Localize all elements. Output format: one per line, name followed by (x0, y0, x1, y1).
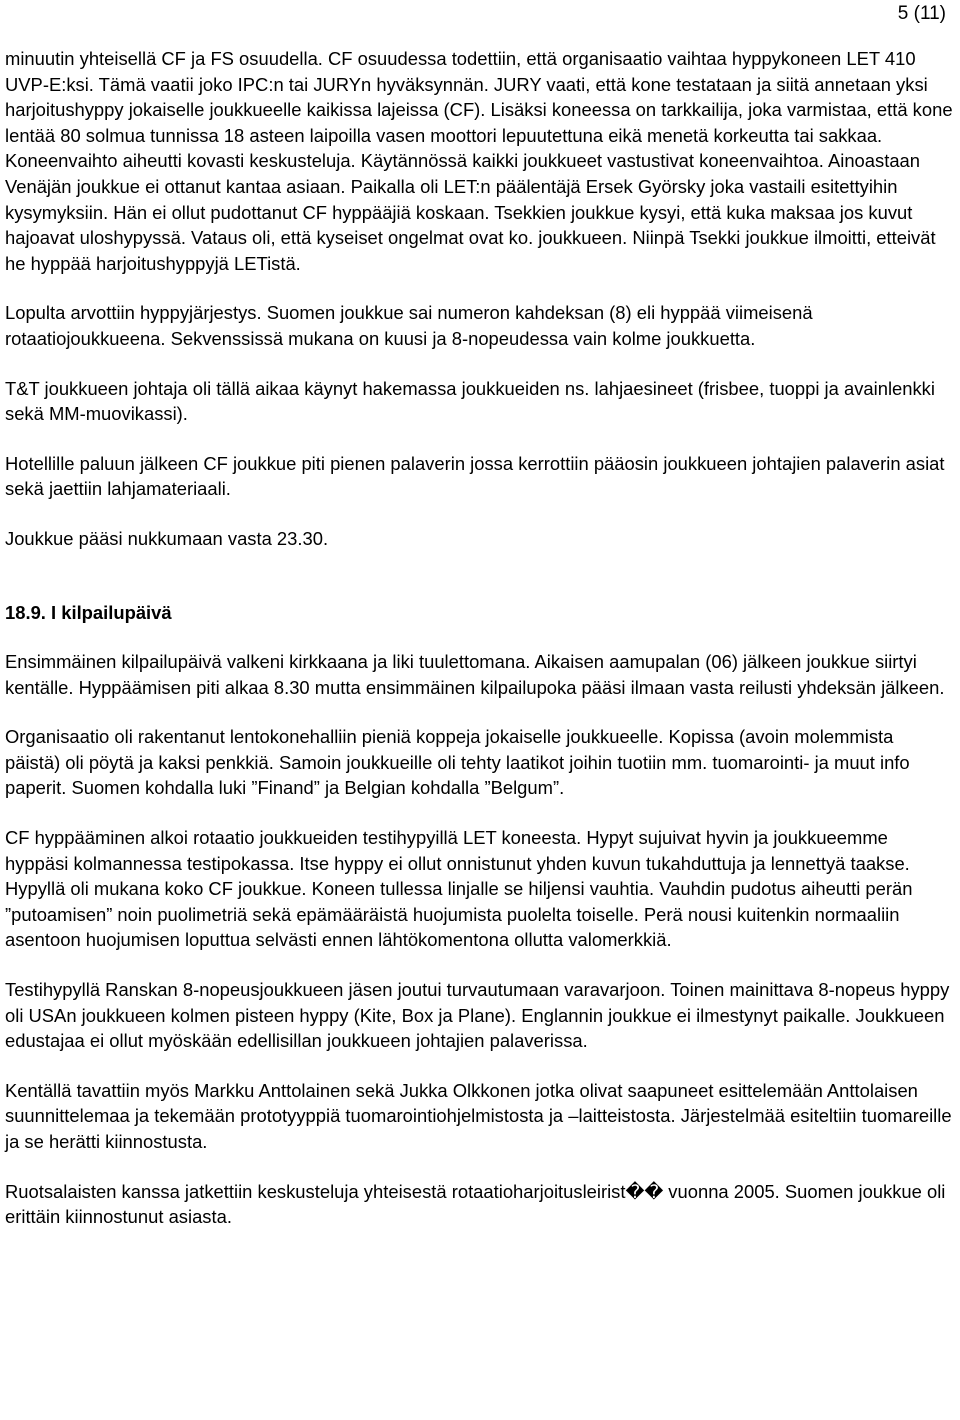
document-body (5, 46, 953, 1254)
page-number: 5 (11) (897, 3, 946, 24)
paragraph: Ensimmäinen kilpailupäivä valkeni kirkkaana ja liki tuulettomana. Aikaisen aamupalan (06) jälkeen joukkue siirtyi kentälle. Hyppäämisen piti alkaa 8.30 mutta ensimmäinen kilpailupoka pääsi ilmaan vasta reilusti yhdeksän jälkeen. (5, 651, 945, 698)
paragraph: Joukkue pääsi nukkumaan vasta 23.30. (5, 527, 329, 549)
paragraph: minuutin yhteisellä CF ja FS osuudella. CF osuudessa todettiin, että organisaatio vaihtaa hyppykoneen LET 410 UVP-E:ksi. Tämä vaatii joko IPC:n tai JURYn hyväksynnän. JURY vaati, että kone testataan ja siitä annetaan yksi harjoitushyppy jokaiselle joukkueelle kaikissa lajeissa (CF). Lisäksi koneessa on tarkkailija, joka varmistaa, että kone lentää 80 solmua tunnissa 18 asteen laipoilla vasen moottori lepuutettuna eikä menetä korkeutta tai sakkaa. Koneenvaihto aiheutti kovasti keskusteluja. Käytännössä kaikki joukkueet vastustivat koneenvaihtoa. Ainoastaan Venäjän joukkue ei ottanut kantaa asiaan. Paikalla oli LET:n päälentäjä Ersek Györsky joka vastaili esitettyihin kysymyksiin. Hän ei ollut pudottanut CF hyppääjiä koskaan. Tsekkien joukkue kysyi, että kuka maksaa jos kuvut hajoavat uloshypyssä. Vataus oli, että kyseiset ongelmat ovat ko. joukkueen. Niinpä Tsekki joukkue ilmoitti, etteivät he hyppää harjoitushyppyjä LETistä. (5, 48, 953, 274)
paragraph: Hotellille paluun jälkeen CF joukkue piti pienen palaverin jossa kerrottiin pääosin joukkueen johtajien palaverin asiat sekä jaettiin lahjamateriaali. (5, 452, 945, 500)
paragraph: Ruotsalaisten kanssa jatkettiin keskusteluja yhteisestä rotaatioharjoitusleirist�� vuonna 2005. Suomen joukkue oli erittäin kiinnostunut asiasta. (5, 1180, 946, 1228)
paragraph: CF hyppääminen alkoi rotaatio joukkueiden testihypyillä LET koneesta. Hypyt sujuivat hyvin ja joukkueemme hyppäsi kolmannessa testipokassa. Itse hyppy ei ollut onnistunut yhden kuvun tukahduttuja ja lennettyä taakse. Hypyllä oli mukana koko CF joukkue. Koneen tullessa linjalle se hiljensi vauhtia. Vauhdin pudotus aiheutti perän ”putoamisen” noin puolimetriä sekä epämääräistä huojumista puolelta toiselle. Perä nousi kuitenkin normaaliin asentoon huojumisen loputtua selvästi ennen lähtökomentona ollutta valomerkkiä. (5, 827, 913, 951)
paragraph: Organisaatio oli rakentanut lentokonehalliin pieniä koppeja jokaiselle joukkueelle. Kopissa (avoin molemmista päistä) oli pöytä ja kaksi penkkiä. Samoin joukkueille oli tehty laatikot joihin tuotiin mm. tuomarointi- ja muut info paperit. Suomen kohdalla luki ”Finand” ja Belgian kohdalla ”Belgum”. (5, 726, 910, 799)
paragraph: T&T joukkueen johtaja oli tällä aikaa käynyt hakemassa joukkueiden ns. lahjaesineet (frisbee, tuoppi ja avainlenkki sekä MM-muovikassi). (5, 377, 935, 425)
paragraph: Testihypyllä Ranskan 8-nopeusjoukkueen jäsen joutui turvautumaan varavarjoon. Toinen mainittava 8-nopeus hyppy oli USAn joukkueen kolmen pisteen hyppy (Kite, Box ja Plane). Englannin joukkue ei ilmestynyt paikalle. Joukkueen edustajaa ei ollut myöskään edellisillan joukkueen johtajien palaverissa. (5, 979, 950, 1052)
paragraph: Lopulta arvottiin hyppyjärjestys. Suomen joukkue sai numeron kahdeksan (8) eli hyppää viimeisenä rotaatiojoukkueena. Sekvenssissä mukana on kuusi ja 8-nopeudessa vain kolme joukkuetta. (5, 302, 813, 349)
paragraph: Kentällä tavattiin myös Markku Anttolainen sekä Jukka Olkkonen jotka olivat saapuneet esittelemään Anttolaisen suunnittelemaa ja tekemään prototyyppiä tuomarointiohjelmistosta ja –laitteistosta. Järjestelmää esiteltiin tuomareille ja se herätti kiinnostusta. (5, 1079, 952, 1152)
section-heading: 18.9. I kilpailupäivä (5, 601, 172, 623)
